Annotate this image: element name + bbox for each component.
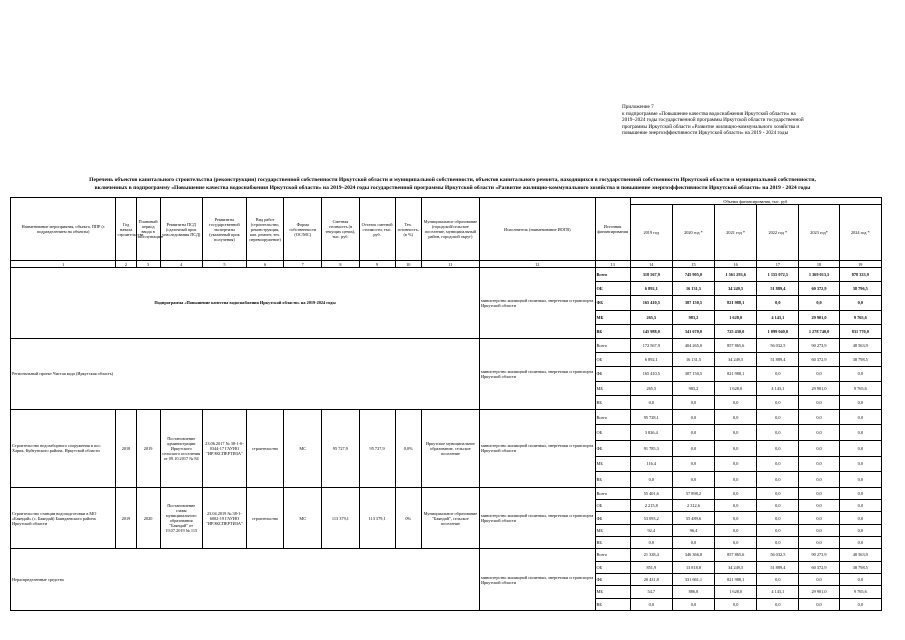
object-cost: 113 379,1 bbox=[322, 487, 359, 548]
funding-source: МБ bbox=[595, 381, 630, 395]
funding-source: ФБ bbox=[595, 512, 630, 524]
funding-value: 1 099 040,0 bbox=[757, 324, 799, 338]
funding-value: 29 901,0 bbox=[799, 381, 839, 395]
funding-value: 0,0 bbox=[715, 487, 757, 499]
executor-cell: министерство жилищной политики, энергетики и транспорта Иркутской области bbox=[480, 487, 596, 548]
header-cell: Источник финансирования bbox=[595, 198, 630, 261]
column-number: 14 bbox=[630, 261, 672, 268]
funding-value: 60 372,9 bbox=[799, 282, 839, 296]
funding-value: 4 143,1 bbox=[757, 381, 799, 395]
funding-value: 51 889,4 bbox=[757, 282, 799, 296]
column-number: 15 bbox=[672, 261, 714, 268]
funding-value: 0,0 bbox=[630, 472, 672, 488]
funding-value: 91 785,3 bbox=[630, 441, 672, 457]
funding-value: 95 728,1 bbox=[630, 409, 672, 425]
column-number: 8 bbox=[322, 261, 359, 268]
funding-value: 0,0 bbox=[757, 456, 799, 472]
funding-source: Всего bbox=[595, 487, 630, 499]
column-number: 1 bbox=[11, 261, 116, 268]
column-number: 19 bbox=[839, 261, 881, 268]
funding-value: 387 150,5 bbox=[672, 367, 714, 381]
funding-value: 0,0 bbox=[839, 367, 881, 381]
object-expertise: 23.04.2019 № 38-1-6002-19 ГАУИО "ИРЭКСПЕРТИЗА" bbox=[202, 487, 246, 548]
object-work: строительство bbox=[247, 487, 284, 548]
funding-value: 0,0 bbox=[757, 512, 799, 524]
table-row bbox=[11, 268, 882, 282]
object-start: 2018 bbox=[116, 409, 136, 487]
funding-value: 0,0 bbox=[799, 524, 839, 536]
funding-value: 0,0 bbox=[839, 456, 881, 472]
funding-value: 0,0 bbox=[839, 409, 881, 425]
funding-value: 1 369 013,5 bbox=[799, 268, 839, 282]
funding-value: 0,0 bbox=[799, 512, 839, 524]
funding-value: 9 765,6 bbox=[839, 310, 881, 324]
column-number: 12 bbox=[480, 261, 596, 268]
funding-value: 0,0 bbox=[839, 537, 881, 549]
funding-value: 0,0 bbox=[672, 456, 714, 472]
object-name: Строительство станции водоподготовки в МО «Баяндай» (с. Баяндай) Баяндаевского района Иркутской области bbox=[11, 487, 116, 548]
header-cell: Сметная стоимость (в текущих ценах), тыс. руб. bbox=[322, 198, 359, 261]
funding-value: 16 131,5 bbox=[672, 353, 714, 367]
funding-value: 0,0 bbox=[799, 456, 839, 472]
funding-value: 0,0 bbox=[799, 537, 839, 549]
funding-value: 90 273,9 bbox=[799, 549, 839, 561]
header-cell: Плановый период ввода в эксплуатацию bbox=[136, 198, 160, 261]
funding-value: 56 032,5 bbox=[757, 338, 799, 352]
funding-value: 51 889,4 bbox=[757, 353, 799, 367]
funding-value: 9 765,6 bbox=[839, 586, 881, 598]
funding-value: 0,0 bbox=[630, 537, 672, 549]
funding-value: 0,0 bbox=[799, 472, 839, 488]
funding-value: 0,0 bbox=[757, 409, 799, 425]
executor-cell: министерство жилищной политики, энергетики и транспорта Иркутской области bbox=[480, 549, 596, 610]
column-number: 18 bbox=[799, 261, 839, 268]
funding-value: 0,0 bbox=[799, 500, 839, 512]
funding-source: Всего bbox=[595, 268, 630, 282]
funding-value: 0,0 bbox=[839, 472, 881, 488]
funding-value: 0,0 bbox=[799, 487, 839, 499]
funding-value: 725 430,0 bbox=[715, 324, 757, 338]
funding-value: 0,0 bbox=[715, 409, 757, 425]
funding-value: 54,7 bbox=[630, 586, 672, 598]
funding-value: 165 410,5 bbox=[630, 296, 672, 310]
funding-value: 0,0 bbox=[839, 425, 881, 441]
table-row bbox=[11, 549, 882, 561]
funding-source: ФБ bbox=[595, 367, 630, 381]
funding-value: 145 988,0 bbox=[630, 324, 672, 338]
funding-value: 4 143,1 bbox=[757, 586, 799, 598]
object-ownership: МС bbox=[284, 409, 322, 487]
funding-value: 29 901,0 bbox=[799, 310, 839, 324]
funding-value: 0,0 bbox=[839, 500, 881, 512]
funding-source: ОБ bbox=[595, 353, 630, 367]
table-row bbox=[11, 487, 882, 499]
funding-value: 34 249,5 bbox=[715, 282, 757, 296]
funding-value: 55 489,6 bbox=[672, 512, 714, 524]
funding-source: ФБ bbox=[595, 296, 630, 310]
funding-value: 21 338,4 bbox=[630, 549, 672, 561]
header-cell: Форма собственности (ОС/МС) bbox=[284, 198, 322, 261]
funding-source: ВБ bbox=[595, 537, 630, 549]
funding-value: 116,4 bbox=[630, 456, 672, 472]
funding-value: 38 798,5 bbox=[839, 353, 881, 367]
funding-value: 2 312,6 bbox=[672, 500, 714, 512]
document-title-line: включенных в подпрограмму «Повышение качества водоснабжения Иркутской области» на 2019–2024 годы государственной программы Иркутской области «Развитие жилищно-коммунального хозяйства и повышение энергоэффективности Иркутской области» на 2019 - 2024 годы bbox=[94, 185, 811, 191]
funding-value: 0,0 bbox=[799, 425, 839, 441]
object-rest: 113 379,1 bbox=[359, 487, 395, 548]
funding-value: 165 410,5 bbox=[630, 367, 672, 381]
funding-value: 341 670,0 bbox=[672, 324, 714, 338]
funding-value: 34 249,5 bbox=[715, 353, 757, 367]
funding-value: 265,5 bbox=[630, 310, 672, 324]
funding-source: ОБ bbox=[595, 500, 630, 512]
funding-value: 0,0 bbox=[715, 425, 757, 441]
year-header: 2021 год * bbox=[715, 205, 757, 261]
funding-value: 0,0 bbox=[672, 537, 714, 549]
executor-cell: министерство жилищной политики, энергетики и транспорта Иркутской области bbox=[480, 409, 596, 487]
funding-value: 0,0 bbox=[672, 441, 714, 457]
funding-source: ВБ bbox=[595, 598, 630, 610]
funding-source: ОБ bbox=[595, 282, 630, 296]
year-header: 2023 год* bbox=[799, 205, 839, 261]
funding-value: 0,0 bbox=[757, 500, 799, 512]
funding-value: 90 273,9 bbox=[799, 338, 839, 352]
funding-value: 0,0 bbox=[799, 296, 839, 310]
year-header: 2022 год * bbox=[757, 205, 799, 261]
funding-value: 851,9 bbox=[630, 561, 672, 573]
funding-value: 96,4 bbox=[672, 524, 714, 536]
funding-value: 1 628,0 bbox=[715, 381, 757, 395]
funding-value: 0,0 bbox=[839, 487, 881, 499]
funding-value: 0,0 bbox=[839, 573, 881, 585]
year-header: 2019 год bbox=[630, 205, 672, 261]
funding-value: 0,0 bbox=[715, 395, 757, 409]
funding-source: Всего bbox=[595, 549, 630, 561]
funding-value: 0,0 bbox=[799, 409, 839, 425]
funding-value: 0,0 bbox=[757, 296, 799, 310]
object-end: 2020 bbox=[136, 487, 160, 548]
funding-value: 0,0 bbox=[839, 598, 881, 610]
document-title-line: Перечень объектов капитального строительства (реконструкции) государственной собственности Иркутской области и муниципальной собственности, объектов капитального ремонта, находящихся в государственной собственности Иркутской области и муниципальной собственности, bbox=[89, 177, 816, 183]
section-title: Подпрограмма «Повышение качества водоснабжения Иркутской области» на 2019-2024 годы bbox=[11, 268, 480, 339]
funding-value: 1 278 740,0 bbox=[799, 324, 839, 338]
section-title: Региональный проект Чистая вода (Иркутская область) bbox=[11, 338, 480, 409]
funding-value: 172 567,9 bbox=[630, 338, 672, 352]
funding-value: 0,0 bbox=[799, 598, 839, 610]
funding-value: 1 628,0 bbox=[715, 586, 757, 598]
object-expertise: 23.06.2017 № 38-1-6-0344-17 ГАУИО "ИРЭКСПЕРТИЗА" bbox=[202, 409, 246, 487]
column-number: 10 bbox=[395, 261, 421, 268]
funding-source: ВБ bbox=[595, 472, 630, 488]
funding-value: 0,0 bbox=[757, 524, 799, 536]
column-number: 13 bbox=[595, 261, 630, 268]
funding-value: 0,0 bbox=[715, 524, 757, 536]
funding-value: 0,0 bbox=[715, 472, 757, 488]
funding-value: 0,0 bbox=[715, 441, 757, 457]
funding-source: ОБ bbox=[595, 561, 630, 573]
funding-value: 0,0 bbox=[672, 395, 714, 409]
funding-value: 4 143,1 bbox=[757, 310, 799, 324]
funding-value: 0,0 bbox=[757, 487, 799, 499]
funding-value: 318 567,9 bbox=[630, 268, 672, 282]
funding-value: 2 215,8 bbox=[630, 500, 672, 512]
funding-source: МБ bbox=[595, 310, 630, 324]
table-body bbox=[11, 268, 882, 611]
object-psd: Постановление администрации Иркутского сельского поселения от 09.10.2017 № 84 bbox=[160, 409, 202, 487]
column-number: 9 bbox=[359, 261, 395, 268]
executor-cell: министерство жилищной политики, энергетики и транспорта Иркутской области bbox=[480, 268, 596, 339]
funding-value: 0,0 bbox=[672, 425, 714, 441]
object-ready: 0,0% bbox=[395, 409, 421, 487]
funding-value: 0,0 bbox=[715, 500, 757, 512]
funding-value: 821 988,1 bbox=[715, 573, 757, 585]
funding-value: 0,0 bbox=[715, 537, 757, 549]
header-cell: Исполнитель (наименование ИОГВ) bbox=[480, 198, 596, 261]
column-number: 11 bbox=[421, 261, 479, 268]
funding-value: 9 765,6 bbox=[839, 381, 881, 395]
objects-table bbox=[10, 197, 882, 611]
funding-value: 0,0 bbox=[672, 409, 714, 425]
funding-value: 983,2 bbox=[672, 310, 714, 324]
funding-value: 48 563,9 bbox=[839, 338, 881, 352]
funding-value: 60 372,9 bbox=[799, 561, 839, 573]
funding-value: 3 826,4 bbox=[630, 425, 672, 441]
funding-value: 0,0 bbox=[757, 472, 799, 488]
column-number: 2 bbox=[116, 261, 136, 268]
funding-value: 886,8 bbox=[672, 586, 714, 598]
funding-value: 0,0 bbox=[839, 395, 881, 409]
funding-value: 92,4 bbox=[630, 524, 672, 536]
funding-value: 0,0 bbox=[839, 524, 881, 536]
funding-source: Всего bbox=[595, 338, 630, 352]
header-cell: Год начала строительства bbox=[116, 198, 136, 261]
funding-value: 331 661,1 bbox=[672, 573, 714, 585]
funding-value: 57 898,2 bbox=[672, 487, 714, 499]
funding-value: 0,0 bbox=[839, 512, 881, 524]
funding-source: МБ bbox=[595, 586, 630, 598]
funding-value: 0,0 bbox=[715, 512, 757, 524]
funding-value: 38 796,5 bbox=[839, 282, 881, 296]
funding-value: 346 366,8 bbox=[672, 549, 714, 561]
header-cell: Реквизиты ПСД (сдаточный прок унаследования ПСД) bbox=[160, 198, 202, 261]
header-cell: Тех. готовность, (в %) bbox=[395, 198, 421, 261]
column-number: 16 bbox=[715, 261, 757, 268]
column-number: 5 bbox=[202, 261, 246, 268]
funding-value: 831 770,0 bbox=[839, 324, 881, 338]
object-mo: Иркутское муниципальное образование, сельское поселение bbox=[421, 409, 479, 487]
header-cell: Наименование мероприятия, объекта, ППР (с подразделением на объекты) bbox=[11, 198, 116, 261]
funding-value: 821 988,1 bbox=[715, 367, 757, 381]
section-title: Нераспределенные средства bbox=[11, 549, 480, 610]
funding-source: ВБ bbox=[595, 395, 630, 409]
table-row bbox=[11, 338, 882, 352]
executor-cell: министерство жилищной политики, энергетики и транспорта Иркутской области bbox=[480, 338, 596, 409]
object-start: 2019 bbox=[116, 487, 136, 548]
funding-value: 0,0 bbox=[799, 395, 839, 409]
funding-value: 6 892,1 bbox=[630, 353, 672, 367]
object-psd: Постановление главы муниципального образования "Баяндай" от 19.07.2019 № 115 bbox=[160, 487, 202, 548]
funding-value: 0,0 bbox=[799, 367, 839, 381]
funding-value: 13 818,8 bbox=[672, 561, 714, 573]
column-number: 4 bbox=[160, 261, 202, 268]
funding-value: 0,0 bbox=[757, 395, 799, 409]
funding-value: 51 889,4 bbox=[757, 561, 799, 573]
funding-source: ОБ bbox=[595, 425, 630, 441]
appendix-line: Приложение 7 bbox=[622, 104, 654, 110]
funding-value: 0,0 bbox=[757, 573, 799, 585]
funding-value: 0,0 bbox=[757, 598, 799, 610]
funding-value: 0,0 bbox=[757, 367, 799, 381]
object-name: Строительство водозаборного сооружения в пос. Харик, Куйтунского района, Иркутской области bbox=[11, 409, 116, 487]
funding-value: 265,5 bbox=[630, 381, 672, 395]
appendix-line: программы Иркутской области «Развитие жилищно-коммунального хозяйства и bbox=[622, 123, 800, 130]
funding-value: 6 892,1 bbox=[630, 282, 672, 296]
header-cell: Остаток сметной стоимости, тыс. руб. bbox=[359, 198, 395, 261]
funding-value: 0,0 bbox=[630, 395, 672, 409]
funding-value: 20 431,8 bbox=[630, 573, 672, 585]
header-cell: Вид работ (строительство, реконструкция, кап. ремонт, тех. перевооружение) bbox=[247, 198, 284, 261]
funding-value: 53 093,2 bbox=[630, 512, 672, 524]
object-ready: 0% bbox=[395, 487, 421, 548]
appendix-line: повышение энергоэффективности Иркутской области» на 2019 - 2024 годы bbox=[622, 130, 789, 137]
funding-value: 0,0 bbox=[757, 425, 799, 441]
funding-value: 387 150,5 bbox=[672, 296, 714, 310]
funding-value: 0,0 bbox=[757, 537, 799, 549]
object-work: строительство bbox=[247, 409, 284, 487]
funding-value: 404 265,0 bbox=[672, 338, 714, 352]
funding-value: 1 561 293,6 bbox=[715, 268, 757, 282]
funding-value: 821 988,1 bbox=[715, 296, 757, 310]
object-ownership: МС bbox=[284, 487, 322, 548]
funding-value: 878 333,9 bbox=[839, 268, 881, 282]
funding-value: 0,0 bbox=[799, 573, 839, 585]
funding-value: 0,0 bbox=[672, 598, 714, 610]
funding-value: 0,0 bbox=[839, 296, 881, 310]
object-rest: 95 727,9 bbox=[359, 409, 395, 487]
funding-value: 56 032,5 bbox=[757, 549, 799, 561]
funding-source: Всего bbox=[595, 409, 630, 425]
funding-value: 0,0 bbox=[757, 441, 799, 457]
header-row bbox=[11, 198, 882, 205]
funding-value: 745 905,0 bbox=[672, 268, 714, 282]
funding-value: 48 563,9 bbox=[839, 549, 881, 561]
funding-value: 60 372,9 bbox=[799, 353, 839, 367]
funding-value: 0,0 bbox=[630, 598, 672, 610]
funding-value: 0,0 bbox=[715, 598, 757, 610]
column-number: 7 bbox=[284, 261, 322, 268]
table-row bbox=[11, 409, 882, 425]
funding-source: ФБ bbox=[595, 573, 630, 585]
header-cell: Реквизиты государственной экспертизы (указанный прок получения) bbox=[202, 198, 246, 261]
funding-value: 983,2 bbox=[672, 381, 714, 395]
funding-source: ВБ bbox=[595, 324, 630, 338]
appendix-line: 2019–2024 годы государственной программы Иркутской области государственной bbox=[622, 117, 804, 124]
column-number: 6 bbox=[247, 261, 284, 268]
object-cost: 95 727,9 bbox=[322, 409, 359, 487]
object-mo: Муниципальное образование "Баяндай", сельское поселение bbox=[421, 487, 479, 548]
funding-source: МБ bbox=[595, 456, 630, 472]
document-title bbox=[10, 176, 895, 192]
column-number-row bbox=[11, 261, 882, 268]
appendix-line: к подпрограмме «Повышение качества водоснабжения Иркутской области» на bbox=[622, 110, 796, 117]
column-number: 17 bbox=[757, 261, 799, 268]
funding-value: 857 865,6 bbox=[715, 338, 757, 352]
funding-value: 38 798,5 bbox=[839, 561, 881, 573]
funding-value: 857 865,6 bbox=[715, 549, 757, 561]
funding-value: 34 249,5 bbox=[715, 561, 757, 573]
funding-value: 1 155 072,5 bbox=[757, 268, 799, 282]
appendix-note bbox=[622, 104, 892, 137]
funding-header: Объемы финансирования, тыс. руб. bbox=[630, 198, 881, 205]
funding-value: 29 901,0 bbox=[799, 586, 839, 598]
year-header: 2020 год * bbox=[672, 205, 714, 261]
column-number: 3 bbox=[136, 261, 160, 268]
funding-value: 1 628,0 bbox=[715, 310, 757, 324]
object-end: 2019 bbox=[136, 409, 160, 487]
funding-source: ФБ bbox=[595, 441, 630, 457]
funding-value: 55 401,6 bbox=[630, 487, 672, 499]
funding-value: 16 131,5 bbox=[672, 282, 714, 296]
funding-value: 0,0 bbox=[799, 441, 839, 457]
funding-value: 0,0 bbox=[715, 456, 757, 472]
header-cell: Муниципальное образование (городской/сельское поселение, муниципальный район, городской округ) bbox=[421, 198, 479, 261]
funding-value: 0,0 bbox=[839, 441, 881, 457]
funding-source: МБ bbox=[595, 524, 630, 536]
year-header: 2024 год * bbox=[839, 205, 881, 261]
funding-value: 0,0 bbox=[672, 472, 714, 488]
